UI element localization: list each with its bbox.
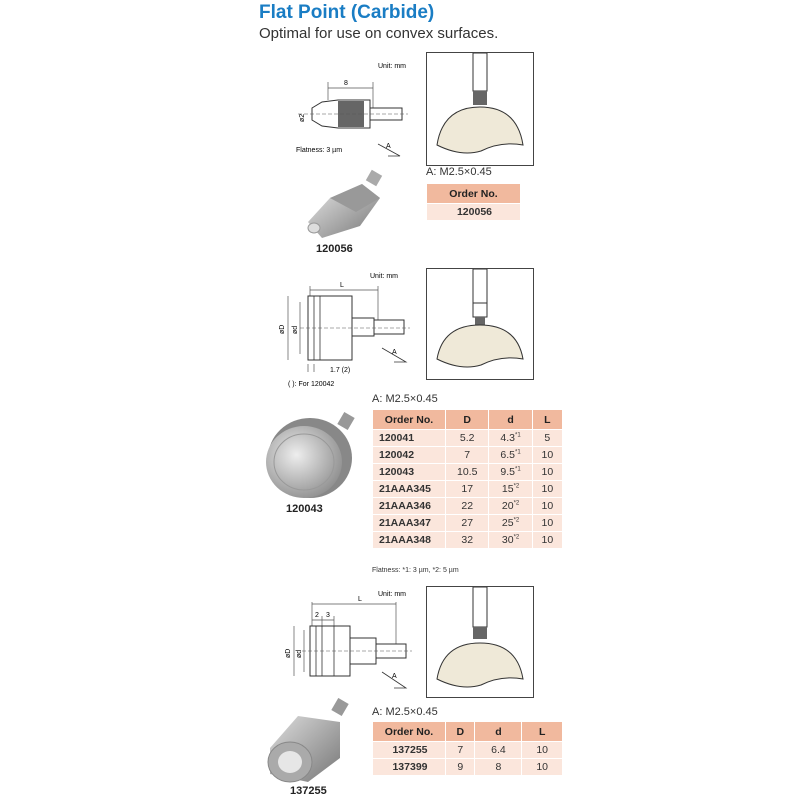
dim-L-value: 10	[532, 532, 562, 549]
dim-D-value: 9	[446, 759, 475, 776]
table-row	[373, 498, 563, 515]
table-row	[373, 430, 563, 447]
dim-L-value: 10	[532, 464, 562, 481]
label-a: A	[386, 143, 391, 150]
dim-L-value: 10	[532, 498, 562, 515]
dim-L-value: 10	[532, 515, 562, 532]
table-row	[373, 759, 563, 776]
label-a: A	[392, 673, 397, 680]
product-photo-120056	[300, 168, 390, 243]
dim-d-value: 20$^{*2}$	[489, 498, 532, 515]
dim-D-value: 7	[446, 447, 489, 464]
dim-d-value: 4.3$^{*1}$	[489, 430, 532, 447]
order-number: 21AAA346	[373, 498, 446, 515]
label-a: A	[392, 349, 397, 356]
dim-d-value: 15$^{*2}$	[489, 481, 532, 498]
product-caption: 137255	[290, 785, 327, 797]
dim-d-value: 8	[475, 759, 522, 776]
dim-d-value: 25$^{*2}$	[489, 515, 532, 532]
column-header: L	[532, 410, 562, 430]
dim-L-value: 5	[532, 430, 562, 447]
order-table-2	[372, 410, 562, 548]
column-header: D	[446, 410, 489, 430]
dim-d: ød	[296, 649, 303, 658]
drawing-137255-series	[272, 586, 422, 698]
table-row	[373, 481, 563, 498]
dim-L-value: 10	[532, 447, 562, 464]
table-row	[373, 447, 563, 464]
usage-figure-2	[426, 268, 534, 380]
order-number: 137255	[373, 742, 446, 759]
note-parenthesis: ( ): For 120042	[288, 381, 335, 388]
dim-2: 2	[315, 612, 319, 619]
dim-D-value: 5.2	[446, 430, 489, 447]
table-row	[373, 532, 563, 549]
order-number: 120041	[373, 430, 446, 447]
order-number: 137399	[373, 759, 446, 776]
thread-spec: A: M2.5×0.45	[372, 393, 438, 405]
dim-D-value: 27	[446, 515, 489, 532]
column-header: d	[489, 410, 532, 430]
dim-length: 8	[344, 80, 348, 87]
dim-length: L	[340, 282, 344, 289]
order-number: 120043	[373, 464, 446, 481]
unit-label: Unit: mm	[378, 63, 406, 70]
column-header: L	[522, 722, 562, 742]
page-subtitle: Optimal for use on convex surfaces.	[259, 25, 499, 42]
flatness-note: Flatness: *1: 3 µm, *2: 5 µm	[372, 567, 459, 574]
table-row	[373, 464, 563, 481]
column-header: D	[446, 722, 475, 742]
dim-d-value: 6.5$^{*1}$	[489, 447, 532, 464]
column-header: d	[475, 722, 522, 742]
dim-L-value: 10	[532, 481, 562, 498]
dim-d-value: 6.4	[475, 742, 522, 759]
column-header: Order No.	[373, 410, 446, 430]
dim-1-7: 1.7 (2)	[330, 367, 351, 374]
order-number: 21AAA345	[373, 481, 446, 498]
flatness-label: Flatness: 3 µm	[296, 147, 343, 154]
product-caption: 120043	[286, 503, 323, 515]
product-photo-137255	[262, 698, 352, 784]
dim-d: ød	[292, 325, 299, 334]
order-number: 21AAA347	[373, 515, 446, 532]
column-header: Order No.	[373, 722, 446, 742]
table-row	[373, 742, 563, 759]
thread-spec: A: M2.5×0.45	[372, 706, 438, 718]
unit-label: Unit: mm	[378, 591, 406, 598]
dim-diameter: ø2	[299, 113, 306, 122]
table-row	[373, 515, 563, 532]
order-number: 120056	[427, 204, 521, 221]
product-caption: 120056	[316, 243, 353, 255]
dim-d-value: 30$^{*2}$	[489, 532, 532, 549]
dim-length: L	[358, 596, 362, 603]
dim-3: 3	[326, 612, 330, 619]
page-title: Flat Point (Carbide)	[259, 2, 435, 23]
dim-D-value: 32	[446, 532, 489, 549]
drawing-120041-series	[270, 268, 420, 393]
order-number: 21AAA348	[373, 532, 446, 549]
thread-spec: A: M2.5×0.45	[426, 166, 492, 178]
column-header: Order No.	[427, 184, 521, 204]
dim-L-value: 10	[522, 759, 562, 776]
dim-D-value: 10.5	[446, 464, 489, 481]
dim-L-value: 10	[522, 742, 562, 759]
dim-D-value: 22	[446, 498, 489, 515]
usage-figure-3	[426, 586, 534, 698]
dim-d-value: 9.5$^{*1}$	[489, 464, 532, 481]
unit-label: Unit: mm	[370, 273, 398, 280]
dim-D: øD	[279, 324, 286, 334]
dim-D-value: 17	[446, 481, 489, 498]
product-photo-120043	[258, 408, 358, 500]
dim-D-value: 7	[446, 742, 475, 759]
usage-figure-1	[426, 52, 534, 166]
order-table-1	[426, 184, 520, 220]
dim-D: øD	[285, 648, 292, 658]
order-number: 120042	[373, 447, 446, 464]
drawing-120056	[290, 60, 415, 160]
order-table-3	[372, 722, 562, 775]
